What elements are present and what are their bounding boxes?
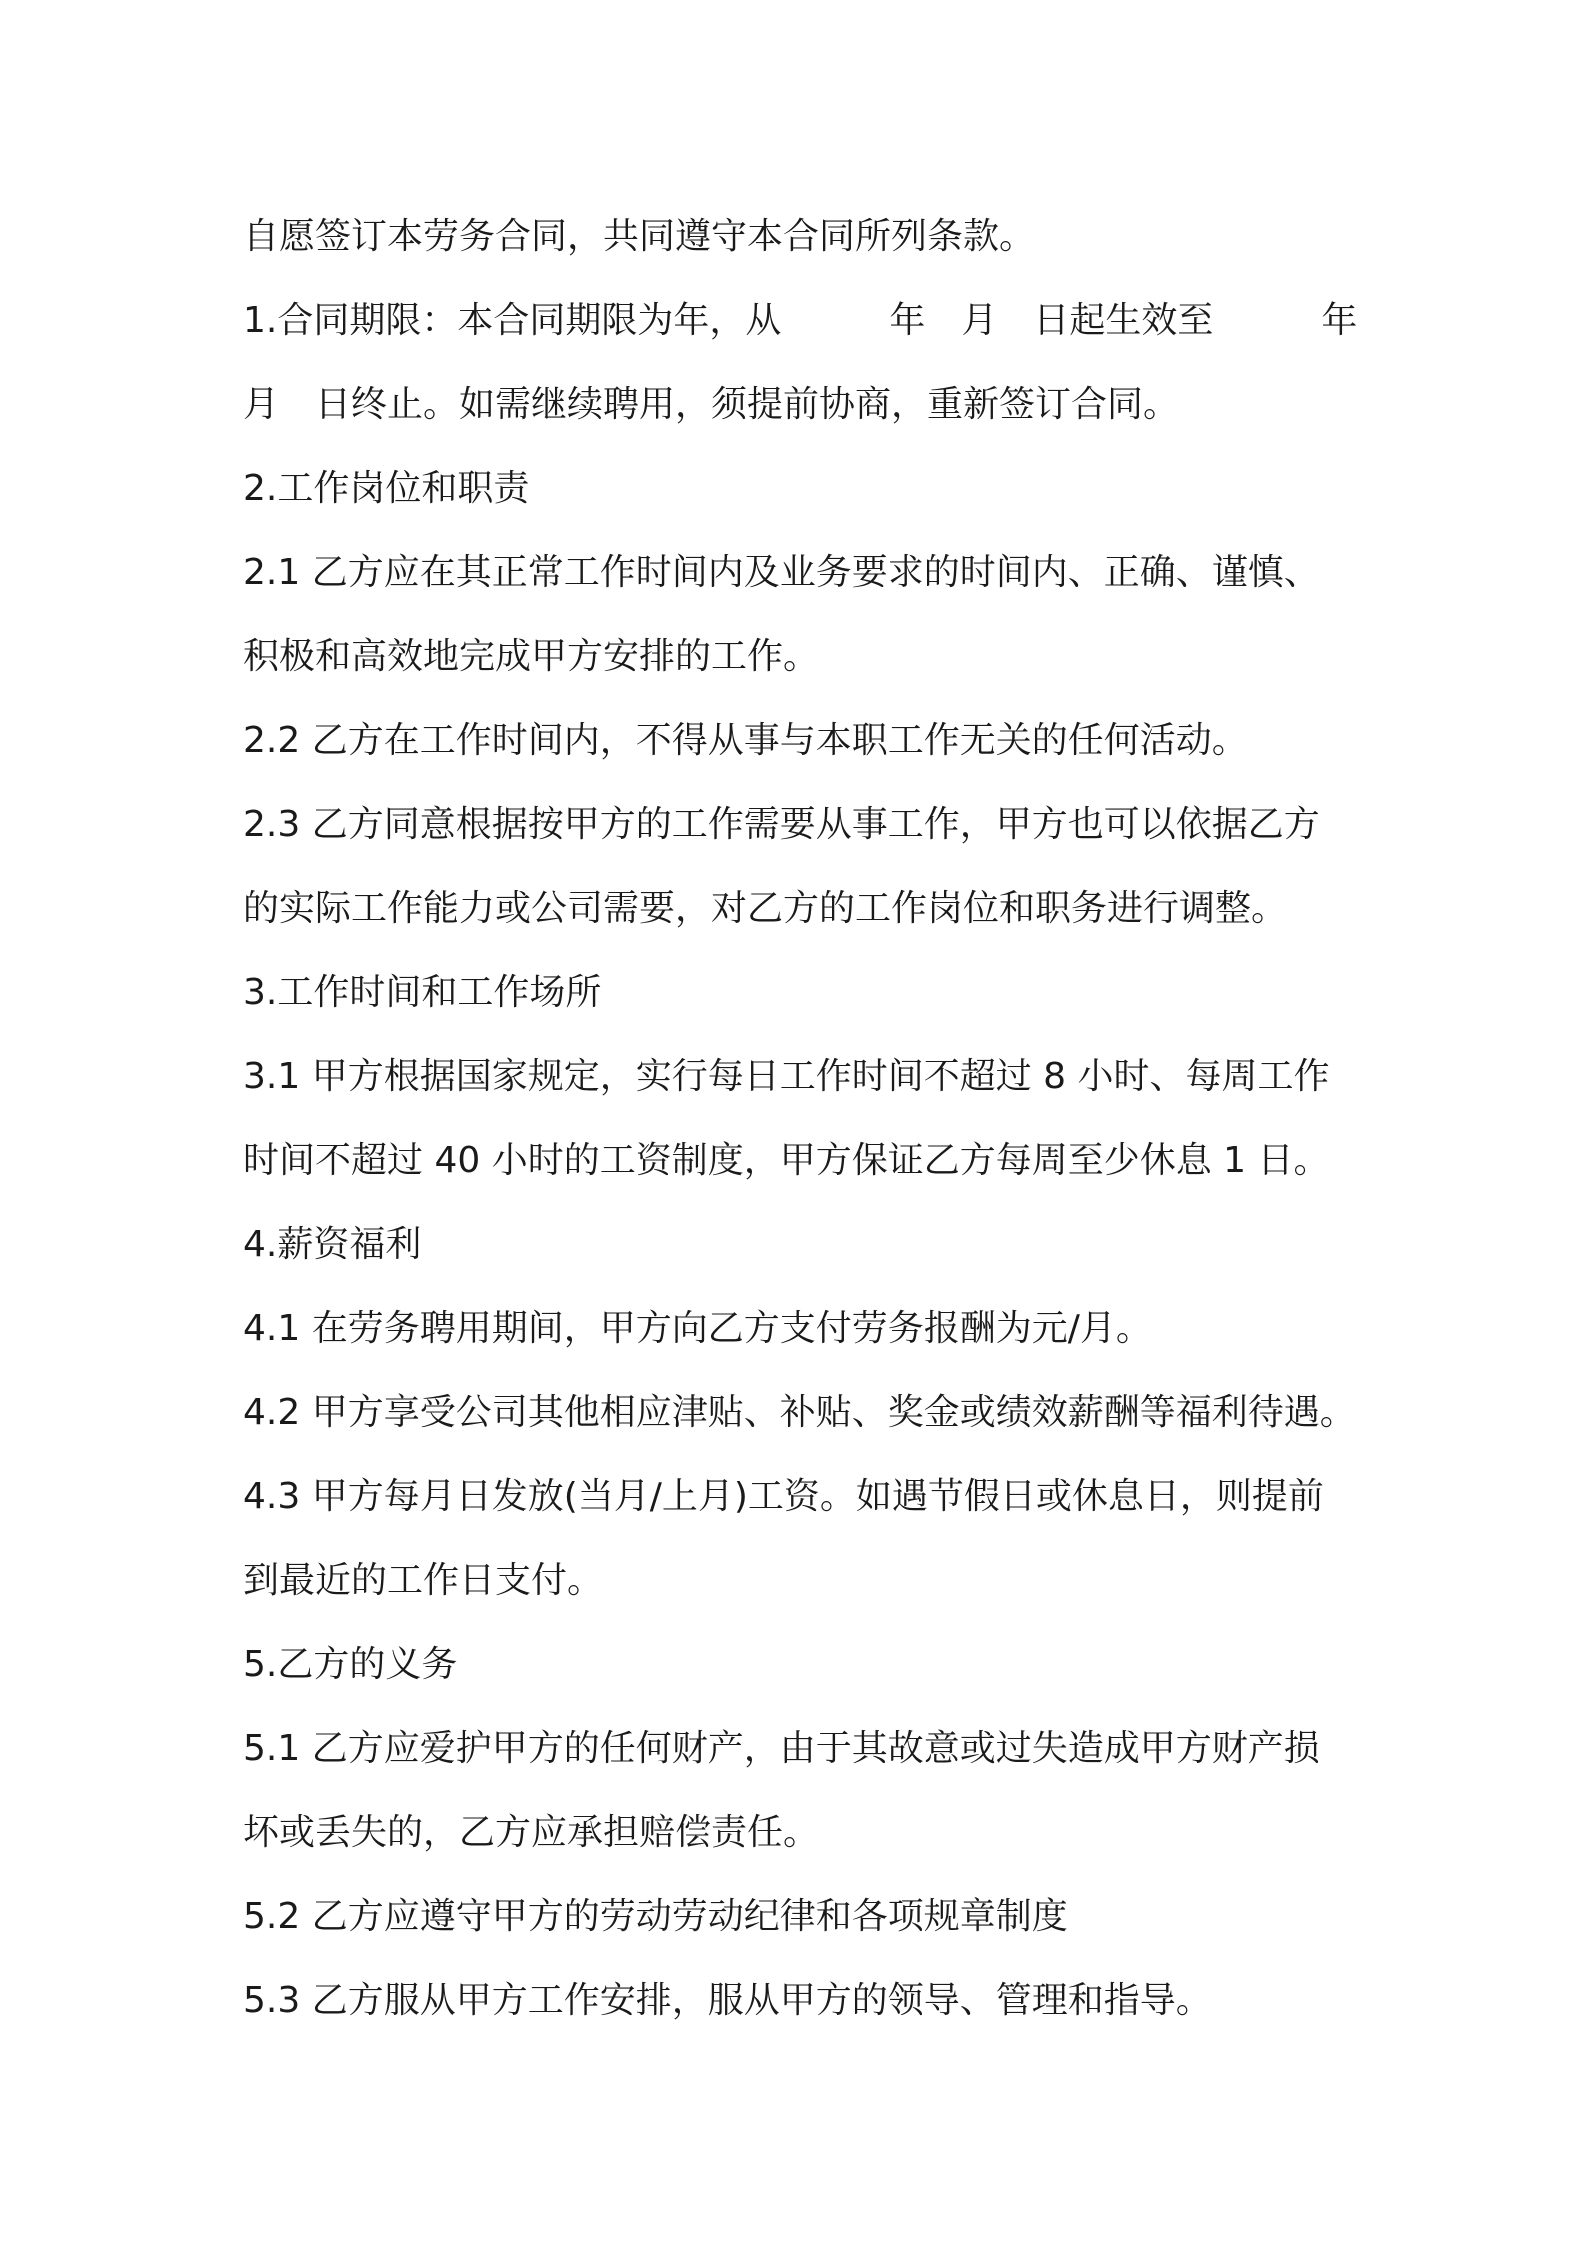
section-heading-4: 4.薪资福利 [243, 1224, 422, 1265]
clause-1-line-2: 月 日终止。如需继续聘用，须提前协商，重新签订合同。 [243, 384, 1180, 425]
contract-body [243, 195, 1363, 2043]
clause-2-3-line-1: 2.3 乙方同意根据按甲方的工作需要从事工作，甲方也可以依据乙方 [243, 804, 1320, 845]
clause-5-2: 5.2 乙方应遵守甲方的劳动劳动纪律和各项规章制度 [243, 1896, 1068, 1937]
clause-2-2: 2.2 乙方在工作时间内，不得从事与本职工作无关的任何活动。 [243, 720, 1248, 761]
clause-4-1: 4.1 在劳务聘用期间，甲方向乙方支付劳务报酬为元/月。 [243, 1308, 1152, 1349]
clause-5-1-line-1: 5.1 乙方应爱护甲方的任何财产，由于其故意或过失造成甲方财产损 [243, 1728, 1320, 1769]
clause-4-2: 4.2 甲方享受公司其他相应津贴、补贴、奖金或绩效薪酬等福利待遇。 [243, 1392, 1356, 1433]
section-heading-5: 5.乙方的义务 [243, 1644, 458, 1685]
clause-2-3-line-2: 的实际工作能力或公司需要，对乙方的工作岗位和职务进行调整。 [243, 888, 1288, 929]
clause-2-1-line-1: 2.1 乙方应在其正常工作时间内及业务要求的时间内、正确、谨慎、 [243, 552, 1320, 593]
section-heading-3: 3.工作时间和工作场所 [243, 972, 602, 1013]
clause-1-line-1: 1.合同期限：本合同期限为年，从 年 月 日起生效至 年 [243, 300, 1358, 341]
clause-2-1-line-2: 积极和高效地完成甲方安排的工作。 [243, 636, 820, 677]
clause-3-1-line-2: 时间不超过 40 小时的工资制度，甲方保证乙方每周至少休息 1 日。 [243, 1140, 1330, 1181]
clause-4-3-line-2: 到最近的工作日支付。 [243, 1560, 604, 1601]
clause-3-1-line-1: 3.1 甲方根据国家规定，实行每日工作时间不超过 8 小时、每周工作 [243, 1056, 1330, 1097]
clause-4-3-line-1: 4.3 甲方每月日发放(当月/上月)工资。如遇节假日或休息日，则提前 [243, 1476, 1324, 1517]
paragraph-line-intro: 自愿签订本劳务合同，共同遵守本合同所列条款。 [243, 216, 1036, 257]
clause-5-1-line-2: 坏或丢失的，乙方应承担赔偿责任。 [243, 1812, 820, 1853]
section-heading-2: 2.工作岗位和职责 [243, 468, 530, 509]
clause-5-3: 5.3 乙方服从甲方工作安排，服从甲方的领导、管理和指导。 [243, 1980, 1212, 2021]
